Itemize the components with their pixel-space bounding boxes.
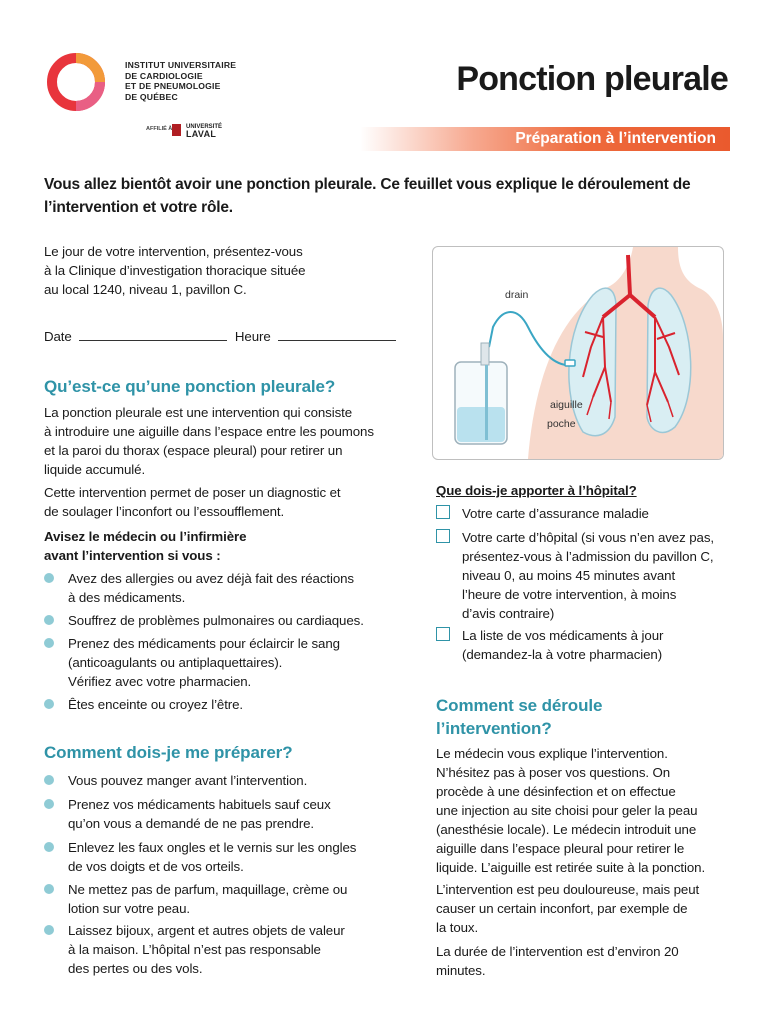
list-item: Vous pouvez manger avant l’intervention. <box>68 771 408 790</box>
checklist-item: Votre carte d’assurance maladie <box>462 504 742 523</box>
bullet-dot <box>44 884 54 894</box>
process-paragraph: Le médecin vous explique l’intervention. N’hésitez pas à poser vos questions. On procède à une désinfection et on effectue une injection au site choisi pour geler la peau (anesthésie locale). Le médecin introduit une aiguille dans l’espace pleural pour retirer le liquide. L’aiguille est retirée suite à la ponction. <box>436 746 706 875</box>
label-poche: poche <box>547 418 576 430</box>
affiliation-label: AFFILIÉ À <box>146 126 173 132</box>
notify-doctor-heading: Avisez le médecin ou l’infirmière avant l’intervention si vous : <box>44 529 247 563</box>
checklist-item: La liste de vos médicaments à jour (demandez-la à votre pharmacien) <box>462 626 742 664</box>
intro-text: Vous allez bientôt avoir une ponction pleurale. Ce feuillet vous explique le déroulement de l’intervention et votre rôle. <box>44 176 691 216</box>
time-blank-line <box>278 340 396 341</box>
iucpq-logo-icon <box>46 52 106 112</box>
bullet-dot <box>44 925 54 935</box>
list-item: Enlevez les faux ongles et le vernis sur les ongles de vos doigts et de vos orteils. <box>68 838 408 876</box>
anatomy-drawing <box>433 247 723 459</box>
heading-bring: Que dois-je apporter à l’hôpital? <box>436 483 637 498</box>
bullet-dot <box>44 573 54 583</box>
checkbox[interactable] <box>436 529 450 543</box>
heading-process: Comment se déroule l’intervention? <box>436 696 603 738</box>
bullet-dot <box>44 615 54 625</box>
list-item: Ne mettez pas de parfum, maquillage, crème ou lotion sur votre peau. <box>68 880 408 918</box>
subtitle-banner <box>360 127 730 151</box>
list-item: Êtes enceinte ou croyez l’être. <box>68 695 408 714</box>
label-aiguille: aiguille <box>550 399 583 411</box>
time-label: Heure <box>234 329 271 344</box>
list-item: Prenez des médicaments pour éclaircir le sang (anticoagulants ou antiplaquettaires). Vérifiez avec votre pharmacien. <box>68 634 408 691</box>
bullet-dot <box>44 842 54 852</box>
bullet-dot <box>44 699 54 709</box>
label-drain: drain <box>505 289 529 301</box>
checkbox[interactable] <box>436 627 450 641</box>
purpose-paragraph: Cette intervention permet de poser un diagnostic et de soulager l’inconfort ou l’essoufflement. <box>44 485 341 519</box>
date-label: Date <box>44 329 72 344</box>
duration-paragraph: La durée de l’intervention est d’environ 20 minutes. <box>436 944 679 978</box>
bullet-dot <box>44 799 54 809</box>
heading-what-is: Qu’est-ce qu’une ponction pleurale? <box>44 377 336 396</box>
institution-name: INSTITUT UNIVERSITAIRE DE CARDIOLOGIE ET DE PNEUMOLOGIE DE QUÉBEC <box>125 60 237 102</box>
page-title: Ponction pleurale <box>456 60 728 98</box>
checkbox[interactable] <box>436 505 450 519</box>
subtitle-text: Préparation à l’intervention <box>515 130 716 147</box>
bullet-dot <box>44 775 54 785</box>
what-is-paragraph: La ponction pleurale est une intervention qui consiste à introduire une aiguille dans l’espace entre les poumons et la paroi du thorax (espace pleural) pour retirer un liquide accumulé. <box>44 405 374 477</box>
list-item: Souffrez de problèmes pulmonaires ou cardiaques. <box>68 611 408 630</box>
heading-prepare: Comment dois-je me préparer? <box>44 743 293 762</box>
discomfort-paragraph: L’intervention est peu douloureuse, mais peut causer un certain inconfort, par exemple de la toux. <box>436 882 700 935</box>
laval-shield-icon <box>172 124 181 136</box>
date-time-fields <box>44 327 396 346</box>
list-item: Laissez bijoux, argent et autres objets de valeur à la maison. L’hôpital n’est pas responsable des pertes ou des vols. <box>68 921 408 978</box>
appointment-text: Le jour de votre intervention, présentez-vous à la Clinique d’investigation thoracique située au local 1240, niveau 1, pavillon C. <box>44 244 306 297</box>
list-item: Prenez vos médicaments habituels sauf ceux qu’on vous a demandé de ne pas prendre. <box>68 795 408 833</box>
pleural-puncture-illustration <box>432 246 724 460</box>
checklist-item: Votre carte d’hôpital (si vous n’en avez pas, présentez-vous à l’admission du pavillon C, niveau 0, au moins 45 minutes avant l’heure de votre intervention, à moins d’avis contraire) <box>462 528 742 623</box>
university-logo: UNIVERSITÉ LAVAL <box>186 124 223 139</box>
bullet-dot <box>44 638 54 648</box>
list-item: Avez des allergies ou avez déjà fait des réactions à des médicaments. <box>68 569 408 607</box>
date-blank-line <box>79 340 227 341</box>
